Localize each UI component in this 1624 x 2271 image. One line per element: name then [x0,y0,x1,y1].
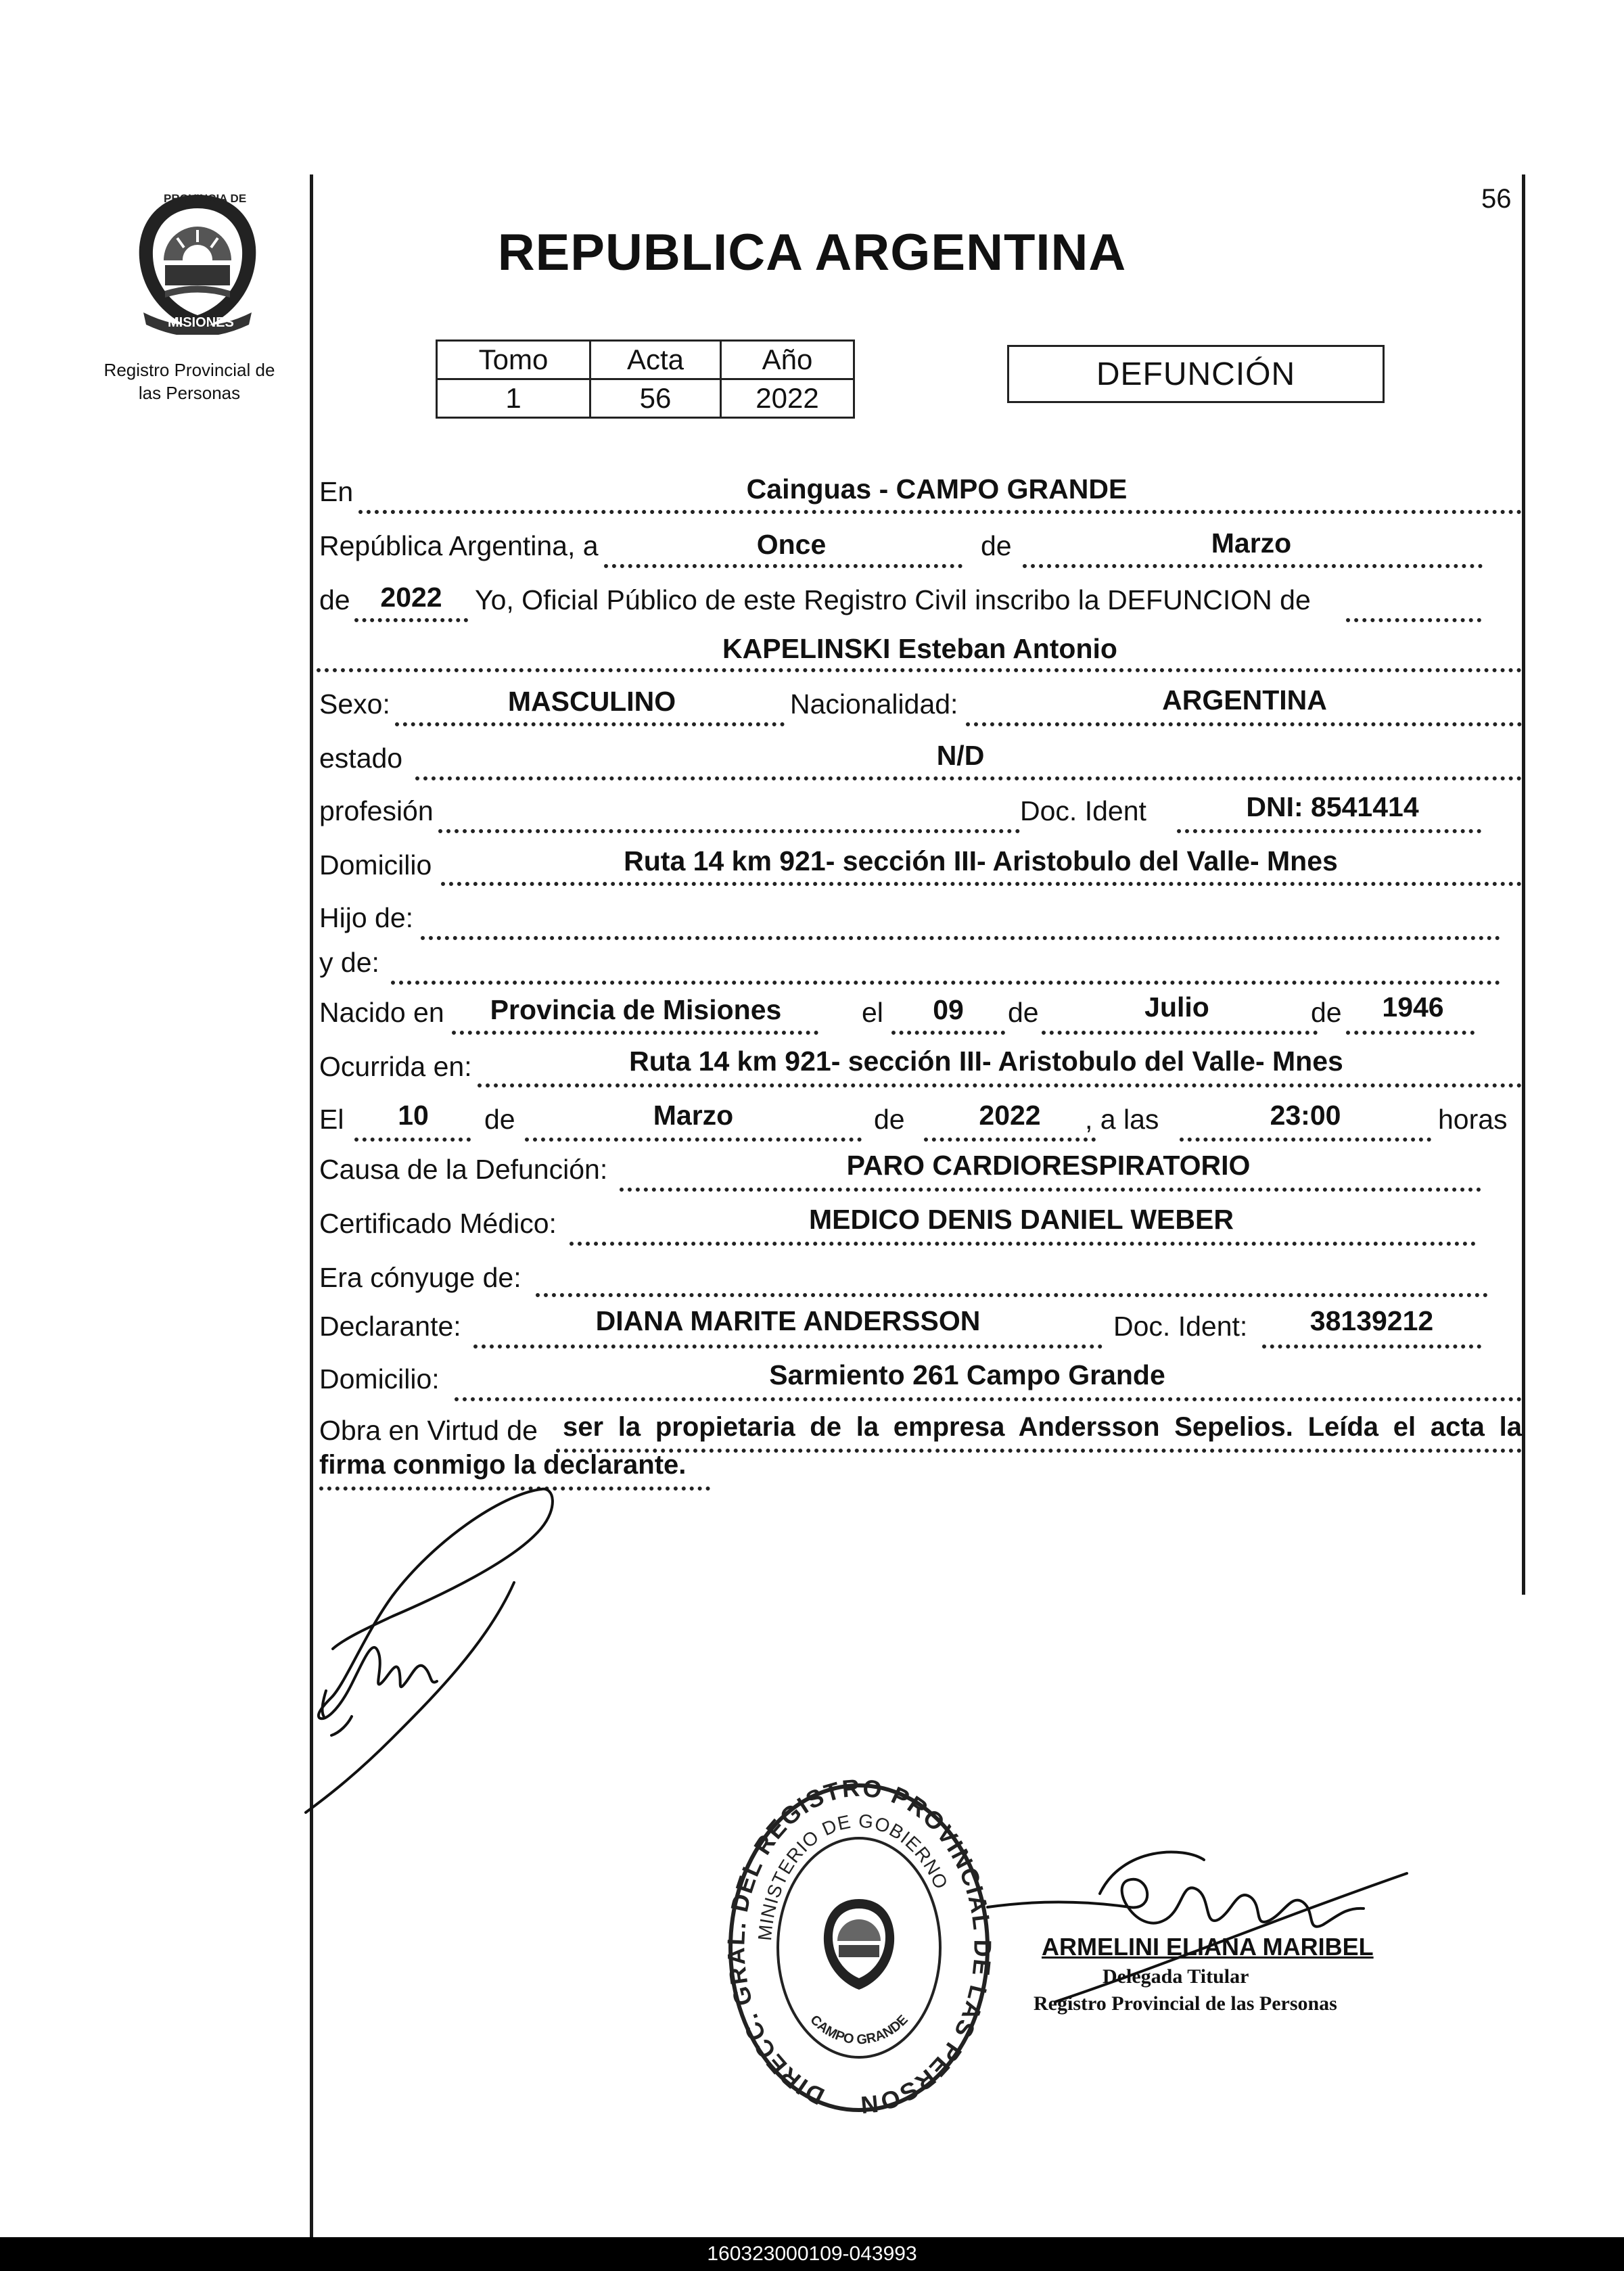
domicilio-declarante-value: Sarmiento 261 Campo Grande [769,1359,1165,1390]
right-margin-line [1522,174,1525,1595]
page-title: REPUBLICA ARGENTINA [497,224,1127,281]
doc-ident-label: Doc. Ident [1020,795,1146,826]
nacido-label: Nacido en [319,997,444,1028]
official-role: Delegada Titular [1103,1965,1249,1988]
official-name: ARMELINI ELIANA MARIBEL [1042,1933,1374,1961]
sexo-dots [395,722,785,726]
document-code-bar: 160323000109-043993 [0,2237,1624,2271]
mes-acta-dots [1023,564,1483,568]
causa-label: Causa de la Defunción: [319,1154,608,1185]
nacido-de1: de [1008,997,1039,1028]
mes-acta-value: Marzo [1211,528,1292,559]
fecha-def-anio-dots [924,1138,1096,1142]
declarante-dots [473,1344,1103,1349]
stamp-bottom-text: CAMPO GRANDE [807,2012,911,2048]
anio-acta-value: 2022 [380,582,442,613]
nacionalidad-label: Nacionalidad: [790,688,958,720]
nacido-de2: de [1311,997,1342,1028]
anio-acta-text: Yo, Oficial Público de este Registro Civil inscribo la DEFUNCION de [475,584,1311,615]
domicilio-label: Domicilio [319,849,432,881]
registry-table [436,340,855,419]
anio-acta-end-dots [1346,618,1481,622]
official-stamp [724,1779,994,2117]
stamp-inner-text: MINISTERIO DE GOBIERNO [753,1810,952,1942]
fecha-acta-de: de [981,530,1012,561]
fecha-def-anio-value: 2022 [979,1100,1041,1131]
fecha-def-mes-value: Marzo [653,1100,734,1131]
certificado-dots [570,1242,1476,1246]
nacido-dia-dots [891,1031,1005,1035]
logo-caption-2: las Personas [138,383,241,403]
anio-acta-label: de [319,584,350,615]
fecha-acta-label: República Argentina, a [319,530,599,561]
domicilio-dots [441,882,1522,886]
logo-text-top: PROVINCIA DE [164,192,247,205]
fecha-def-mes-dots [525,1138,862,1142]
fecha-def-de2: de [874,1104,905,1135]
declarante-doc-dots [1262,1344,1481,1349]
estado-dots [415,776,1522,780]
doc-ident-dots [1177,829,1481,833]
fecha-def-dia-dots [354,1138,471,1142]
act-type-box: DEFUNCIÓN [1007,345,1385,403]
conyuge-label: Era cónyuge de: [319,1262,521,1293]
obra-label: Obra en Virtud de [319,1415,538,1446]
logo-caption-1: Registro Provincial de [103,360,275,380]
fallecido-name: KAPELINSKI Esteban Antonio [722,633,1117,664]
declarante-value: DIANA MARITE ANDERSSON [595,1305,981,1336]
page-number: 56 [1481,184,1512,214]
fecha-def-a-las: , a las [1085,1104,1159,1135]
obra-line2: firma conmigo la declarante. [319,1450,687,1480]
nacionalidad-value: ARGENTINA [1162,684,1327,716]
sexo-value: MASCULINO [507,686,676,717]
anio-acta-dots [354,618,468,622]
conyuge-dots [536,1293,1488,1297]
domicilio-value: Ruta 14 km 921- sección III- Aristobulo del Valle- Mnes [624,845,1338,876]
certificado-label: Certificado Médico: [319,1208,557,1239]
nacido-mes-value: Julio [1144,991,1209,1023]
stamp-coat-of-arms-icon [824,1899,894,1990]
declarante-label: Declarante: [319,1311,461,1342]
header-tomo: Tomo [437,341,590,379]
dia-acta-value: Once [756,529,827,560]
value-tomo: 1 [437,379,590,418]
fecha-def-label: El [319,1104,344,1135]
nacido-el: el [862,997,883,1028]
declarante-doc-value: 38139212 [1309,1305,1434,1336]
fecha-def-dia-value: 10 [398,1100,429,1131]
obra-line1: ser la propietaria de la empresa Andersson Sepelios. Leída el acta la [563,1412,1522,1442]
causa-value: PARO CARDIORESPIRATORIO [846,1150,1251,1181]
fecha-def-hora-value: 23:00 [1270,1100,1341,1131]
value-anio: 2022 [721,379,854,418]
y-de-dots [391,981,1500,985]
y-de-label: y de: [319,947,379,978]
stamp-outer-text: DIRECC. GRAL. DEL REGISTRO PROVINCIAL DE LAS PERSON [724,1779,994,2117]
official-office: Registro Provincial de las Personas [1034,1992,1337,2015]
declarante-doc-label: Doc. Ident: [1113,1311,1248,1342]
ocurrida-dots [478,1083,1522,1087]
svg-text:CAMPO GRANDE [807,2012,910,2047]
nacido-anio-dots [1346,1031,1475,1035]
estado-value: N/D [936,740,985,771]
nacido-mes-dots [1042,1031,1318,1035]
nacido-lugar-value: Provincia de Misiones [490,994,782,1025]
dia-acta-dots [604,564,962,568]
lugar-dots [358,510,1522,514]
declarant-signature [298,1481,568,1819]
lugar-label: En [319,476,354,507]
nacido-anio-value: 1946 [1382,991,1444,1023]
sexo-label: Sexo: [319,688,390,720]
fecha-def-horas: horas [1438,1104,1508,1135]
estado-label: estado [319,743,403,774]
certificado-value: MEDICO DENIS DANIEL WEBER [809,1204,1234,1235]
ocurrida-value: Ruta 14 km 921- sección III- Aristobulo del Valle- Mnes [629,1046,1343,1077]
obra-line1-dots [556,1449,1522,1453]
hijo-de-dots [421,936,1500,940]
fecha-def-hora-dots [1180,1138,1431,1142]
nacido-lugar-dots [452,1031,818,1035]
profesion-dots [438,829,1020,833]
domicilio-declarante-label: Domicilio: [319,1363,440,1395]
nacido-dia-value: 09 [933,994,964,1025]
header-acta: Acta [590,341,721,379]
header-anio: Año [721,341,854,379]
profesion-label: profesión [319,795,434,826]
ocurrida-label: Ocurrida en: [319,1051,472,1082]
nacionalidad-dots [966,722,1522,726]
causa-dots [620,1188,1481,1192]
doc-ident-value: DNI: 8541414 [1246,791,1419,822]
fecha-def-de1: de [484,1104,515,1135]
lugar-value: Cainguas - CAMPO GRANDE [746,473,1128,505]
logo-text-bottom: MISIONES [168,315,234,330]
fallecido-dots [317,668,1522,672]
value-acta: 56 [590,379,721,418]
hijo-de-label: Hijo de: [319,902,414,933]
left-margin-line [310,174,313,2237]
domicilio-declarante-dots [455,1397,1522,1401]
